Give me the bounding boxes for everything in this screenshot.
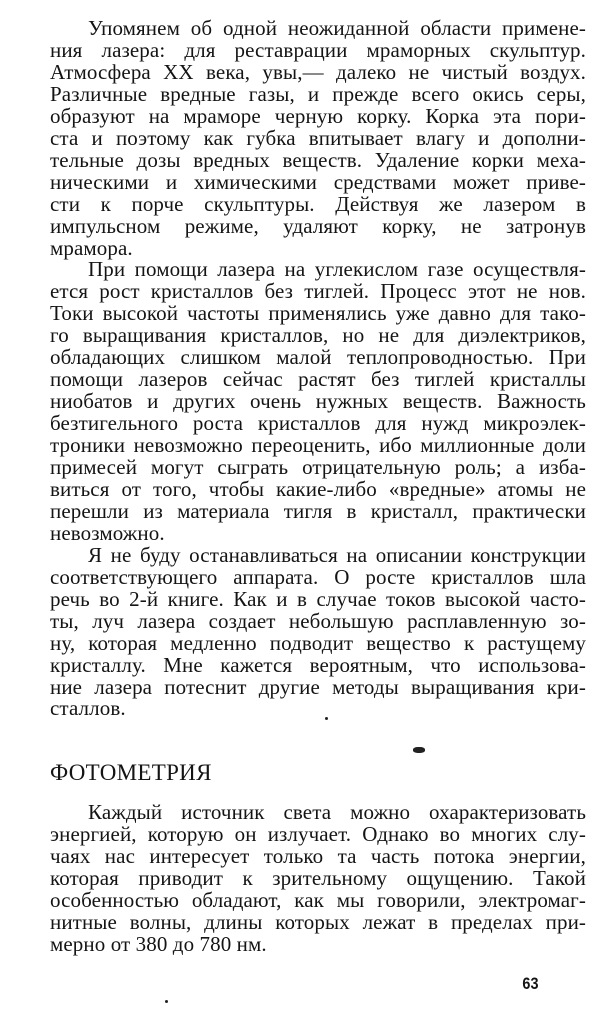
page-number: 63 bbox=[522, 974, 539, 993]
paragraph-line: невозможно. bbox=[50, 520, 165, 545]
paragraph-line: нитные волны, длины которых лежат в пределах при- bbox=[50, 909, 586, 934]
paragraph-line: ты, луч лазера создает небольшую расплавленную зо- bbox=[50, 608, 586, 633]
paragraph-line: мерно от 380 до 780 нм. bbox=[50, 931, 267, 956]
paragraph-line: чаях нас интересует только та часть потока энергии, bbox=[50, 843, 586, 868]
paragraph-line: энергией, которую он излучает. Однако во многих слу- bbox=[50, 821, 586, 846]
paragraph-line: мрамора. bbox=[50, 235, 133, 260]
paragraph-line: виться от того, чтобы какие-либо «вредные» атомы не bbox=[50, 476, 586, 501]
paragraph-first-line: Каждый источник света можно охарактеризовать bbox=[88, 800, 586, 824]
paragraph-line: ниобатов и других очень нужных веществ. Важность bbox=[50, 389, 586, 414]
paragraph-line: тельные дозы вредных веществ. Удаление корки меха- bbox=[50, 147, 586, 172]
ink-blot bbox=[413, 747, 425, 753]
paragraph-line: го выращивания кристаллов, но не для диэлектриков, bbox=[50, 323, 586, 348]
paragraph-line: соответствующего аппарата. О росте кристаллов шла bbox=[50, 564, 586, 589]
paragraph-line: кристаллу. Мне кажется вероятным, что использова- bbox=[50, 652, 586, 677]
ink-speck bbox=[325, 717, 328, 720]
paragraph-first-line: Упомянем об одной неожиданной области примене- bbox=[88, 16, 586, 40]
paragraph-line: ется рост кристаллов без тиглей. Процесс этот не нов. bbox=[50, 279, 586, 304]
paragraph-line: сталлов. bbox=[50, 696, 126, 721]
paragraph-line: безтигельного роста кристаллов для нужд микроэлек- bbox=[50, 411, 586, 436]
paragraph-line: ническими и химическими средствами может приве- bbox=[50, 169, 586, 194]
paragraph-first-line: При помощи лазера на углекислом газе осуществля- bbox=[88, 257, 586, 282]
paragraph-line: обладающих слишком малой теплопроводностью. При bbox=[50, 345, 586, 370]
paragraph-line: особенностью обладают, как мы говорили, электромаг- bbox=[50, 887, 586, 912]
paragraph-line: перешли из материала тигля в кристалл, практически bbox=[50, 498, 586, 523]
paragraph-line: импульсном режиме, удаляют корку, не затронув bbox=[50, 213, 586, 238]
ink-speck bbox=[165, 1000, 168, 1003]
paragraph-line: ние лазера потеснит другие методы выращивания кри- bbox=[50, 674, 586, 699]
paragraph-line: Различные вредные газы, и прежде всего окись серы, bbox=[50, 81, 586, 106]
paragraph-line: Атмосфера XX века, увы,— далеко не чистый воздух. bbox=[50, 59, 586, 84]
paragraph-line: Токи высокой частоты применялись уже давно для тако- bbox=[50, 301, 586, 326]
paragraph-line: образуют на мраморе черную корку. Корка эта пори- bbox=[50, 103, 586, 128]
paragraph-line: помощи лазеров сейчас растят без тиглей кристаллы bbox=[50, 367, 586, 392]
paragraph-line: которая приводит к зрительному ощущению. Такой bbox=[50, 865, 586, 890]
paragraph-line: ния лазера: для реставрации мраморных скульптур. bbox=[50, 37, 586, 62]
paragraph-line: троники невозможно переоценить, ибо миллионные доли bbox=[50, 433, 586, 458]
paragraph-line: ста и поэтому как губка впитывает влагу и дополни- bbox=[50, 125, 586, 150]
paragraph-line: ну, которая медленно подводит вещество к растущему bbox=[50, 630, 586, 655]
paragraph-first-line: Я не буду останавливаться на описании конструкции bbox=[88, 542, 586, 567]
paragraph-line: речь во 2-й книге. Как и в случае токов высокой часто- bbox=[50, 586, 586, 611]
section-heading: ФОТОМЕТРИЯ bbox=[50, 760, 212, 785]
paragraph-line: примесей могут сыграть отрицательную роль; а изба- bbox=[50, 455, 586, 479]
paragraph-line: сти к порче скульптуры. Действуя же лазером в bbox=[50, 191, 586, 216]
